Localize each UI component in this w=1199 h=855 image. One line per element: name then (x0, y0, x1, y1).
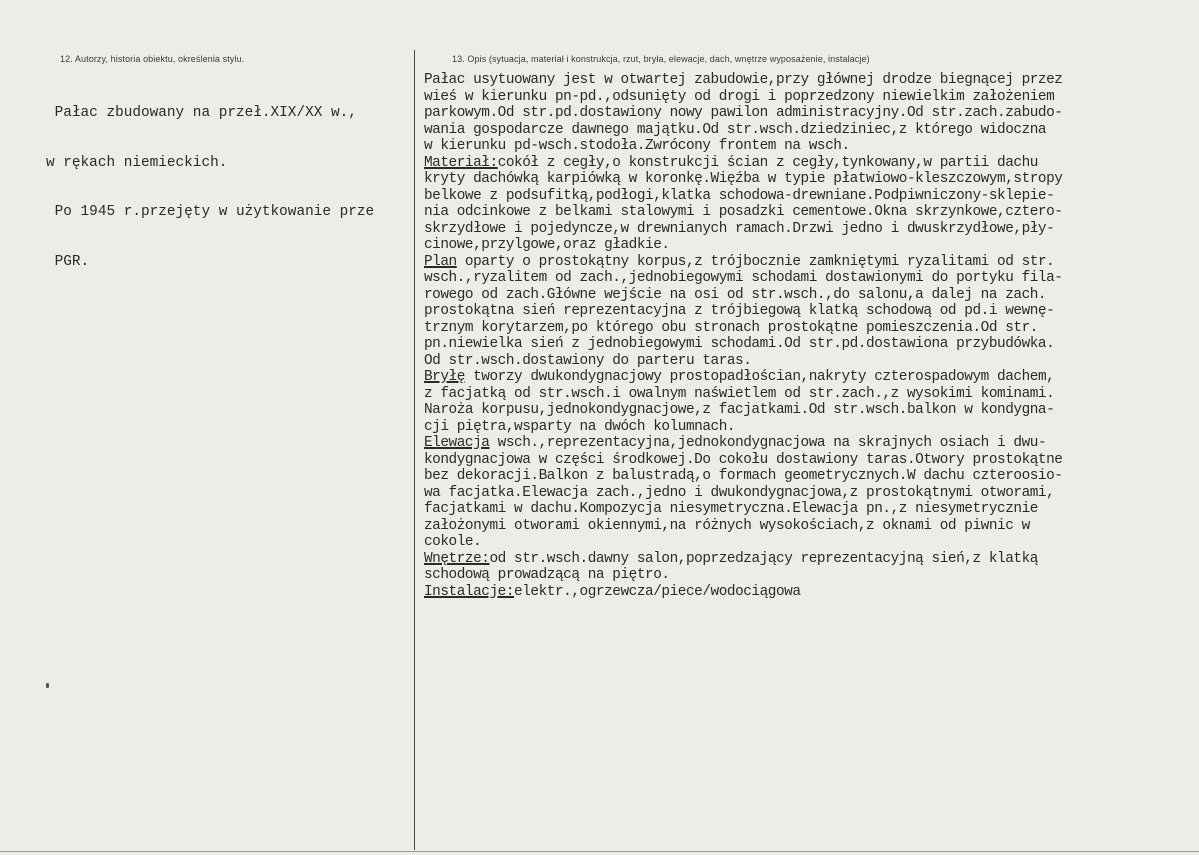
description-line (424, 320, 1199, 337)
description-line (424, 221, 1199, 238)
description-line (424, 254, 1199, 271)
description-text-run: z facjatką od str.wsch.i owalnym naświetlem od str.zach.,z wysokimi kominami. (424, 385, 1055, 402)
description-text-run: trznym korytarzem,po którego obu stronach prostokątne pomieszczenia.Od str. (424, 319, 1038, 336)
description-text-run: cinowe,przylgowe,oraz gładkie. (424, 237, 670, 253)
description-text-run: skrzydłowe i pojedyncze,w drewnianych ramach.Drzwi jedno i dwuskrzydłowe,pły- (424, 220, 1055, 237)
description-line (424, 501, 1199, 518)
section-13-header: 13. Opis (sytuacja, materiał i konstrukcja, rzut, bryła, elewacje, dach, wnętrze wyposażenie, instalacje) (452, 54, 870, 64)
description-text-run: parkowym.Od str.pd.dostawiony nowy pawilon administracyjny.Od str.zach.zabudo- (424, 105, 1063, 121)
description-text-run: cokole. (424, 534, 482, 550)
description-text-run: prostokątna sień reprezentacyjna z trójbiegową klatką schodową od pd.i wewnę- (424, 303, 1055, 319)
description-text-run: belkowe z podsufitką,podłogi,klatka schodowa-drewniane.Podpiwniczony-sklepie- (424, 187, 1055, 204)
description-line (424, 89, 1199, 106)
description-text-run: wieś w kierunku pn-pd.,odsunięty od drogi i poprzedzony niewielkim założeniem (424, 88, 1055, 105)
description-line (424, 534, 1199, 551)
description-text-run: oparty o prostokątny korpus,z trójbocznie zamkniętymi ryzalitami od str. (456, 253, 1055, 270)
description-line (424, 287, 1199, 304)
description-text-run: Pałac usytuowany jest w otwartej zabudowie,przy głównej drodze biegnącej przez (424, 72, 1063, 88)
description-text-run: facjatkami w dachu.Kompozycja niesymetryczna.Elewacja pn.,z niesymetrycznie (424, 501, 1038, 517)
description-text-run: pn.niewielka sień z jednobiegowymi schodami.Od str.pd.dostawiona przybudówka. (424, 336, 1055, 352)
section-keyword: Elewacja (424, 435, 490, 451)
section-keyword: Instalacje: (424, 583, 515, 600)
description-line (424, 353, 1199, 370)
history-line: PGR. (46, 253, 90, 270)
section-keyword: Wnętrze: (424, 550, 490, 567)
ink-mark (46, 683, 49, 688)
description-line (424, 303, 1199, 320)
description-line (424, 204, 1199, 221)
section-12-header: 12. Autorzy, historia obiektu, określenia stylu. (60, 54, 245, 64)
description-text-run: wsch.,ryzalitem od zach.,jednobiegowymi schodami dostawionymi do portyku fila- (424, 270, 1063, 286)
description-line (424, 567, 1199, 584)
description-text-run: cokół z cegły,o konstrukcji ścian z cegły,tynkowany,w partii dachu (497, 154, 1038, 171)
section-keyword: Materiał: (424, 154, 498, 171)
description-text-run: schodową prowadzącą na piętro. (424, 567, 670, 583)
description-line (424, 468, 1199, 485)
description-line (424, 336, 1199, 353)
description-text-run: nia odcinkowe z belkami stalowymi i posadzki cementowe.Okna skrzynkowe,cztero- (424, 204, 1063, 220)
history-text (46, 72, 426, 303)
description-text-run: tworzy dwukondygnacjowy prostopadłościan,nakryty czterospadowym dachem, (464, 369, 1055, 385)
description-line (424, 435, 1199, 452)
description-line (424, 171, 1199, 188)
section-keyword: Bryłę (424, 369, 465, 385)
description-text (424, 72, 1199, 600)
description-text-run: założonymi otworami okiennymi,na różnych wysokościach,z oknami od piwnic w (424, 517, 1030, 534)
description-line (424, 122, 1199, 139)
description-line (424, 452, 1199, 469)
description-text-run: wsch.,reprezentacyjna,jednokondygnacjowa na skrajnych osiach i dwu- (489, 435, 1047, 451)
description-line (424, 369, 1199, 386)
description-line (424, 386, 1199, 403)
description-line (424, 518, 1199, 535)
description-line (424, 138, 1199, 155)
description-line (424, 72, 1199, 89)
description-line (424, 551, 1199, 568)
description-text-run: wania gospodarcze dawnego majątku.Od str.wsch.dziedziniec,z którego widoczna (424, 121, 1047, 138)
description-text-run: bez dekoracji.Balkon z balustradą,o formach geometrycznych.W dachu czteroosio- (424, 468, 1063, 484)
history-line: Pałac zbudowany na przeł.XIX/XX w., (46, 105, 357, 121)
description-text-run: rowego od zach.Główne wejście na osi od str.wsch.,do salonu,a dalej na zach. (424, 286, 1047, 303)
description-text-run: kryty dachówką karpiówką w koronkę.Więźba w typie płatwiowo-kleszczowym,stropy (424, 171, 1063, 187)
description-line (424, 237, 1199, 254)
description-text-run: Od str.wsch.dostawiony do parteru taras. (424, 352, 752, 369)
description-text-run: Naroża korpusu,jednokondygnacjowe,z facjatkami.Od str.wsch.balkon w kondygna- (424, 402, 1055, 418)
description-text-run: w kierunku pd-wsch.stodoła.Zwrócony frontem na wsch. (424, 138, 850, 154)
section-keyword: Plan (424, 253, 457, 270)
description-text-run: wa facjatka.Elewacja zach.,jedno i dwukondygnacjowa,z prostokątnymi otworami, (424, 484, 1055, 501)
description-line (424, 188, 1199, 205)
bottom-rule (0, 851, 1199, 852)
description-line (424, 419, 1199, 436)
description-line (424, 402, 1199, 419)
description-line (424, 270, 1199, 287)
description-text-run: elektr.,ogrzewcza/piece/wodociągowa (514, 583, 801, 600)
description-line (424, 584, 1199, 601)
description-line (424, 155, 1199, 172)
description-line (424, 105, 1199, 122)
description-text-run: cji piętra,wsparty na dwóch kolumnach. (424, 418, 736, 435)
description-line (424, 485, 1199, 502)
history-line: Po 1945 r.przejęty w użytkowanie prze (46, 204, 375, 220)
description-text-run: od str.wsch.dawny salon,poprzedzający reprezentacyjną sień,z klatką (489, 550, 1038, 567)
description-text-run: kondygnacjowa w części środkowej.Do cokołu dostawiony taras.Otwory prostokątne (424, 451, 1063, 468)
history-line: w rękach niemieckich. (46, 154, 228, 171)
